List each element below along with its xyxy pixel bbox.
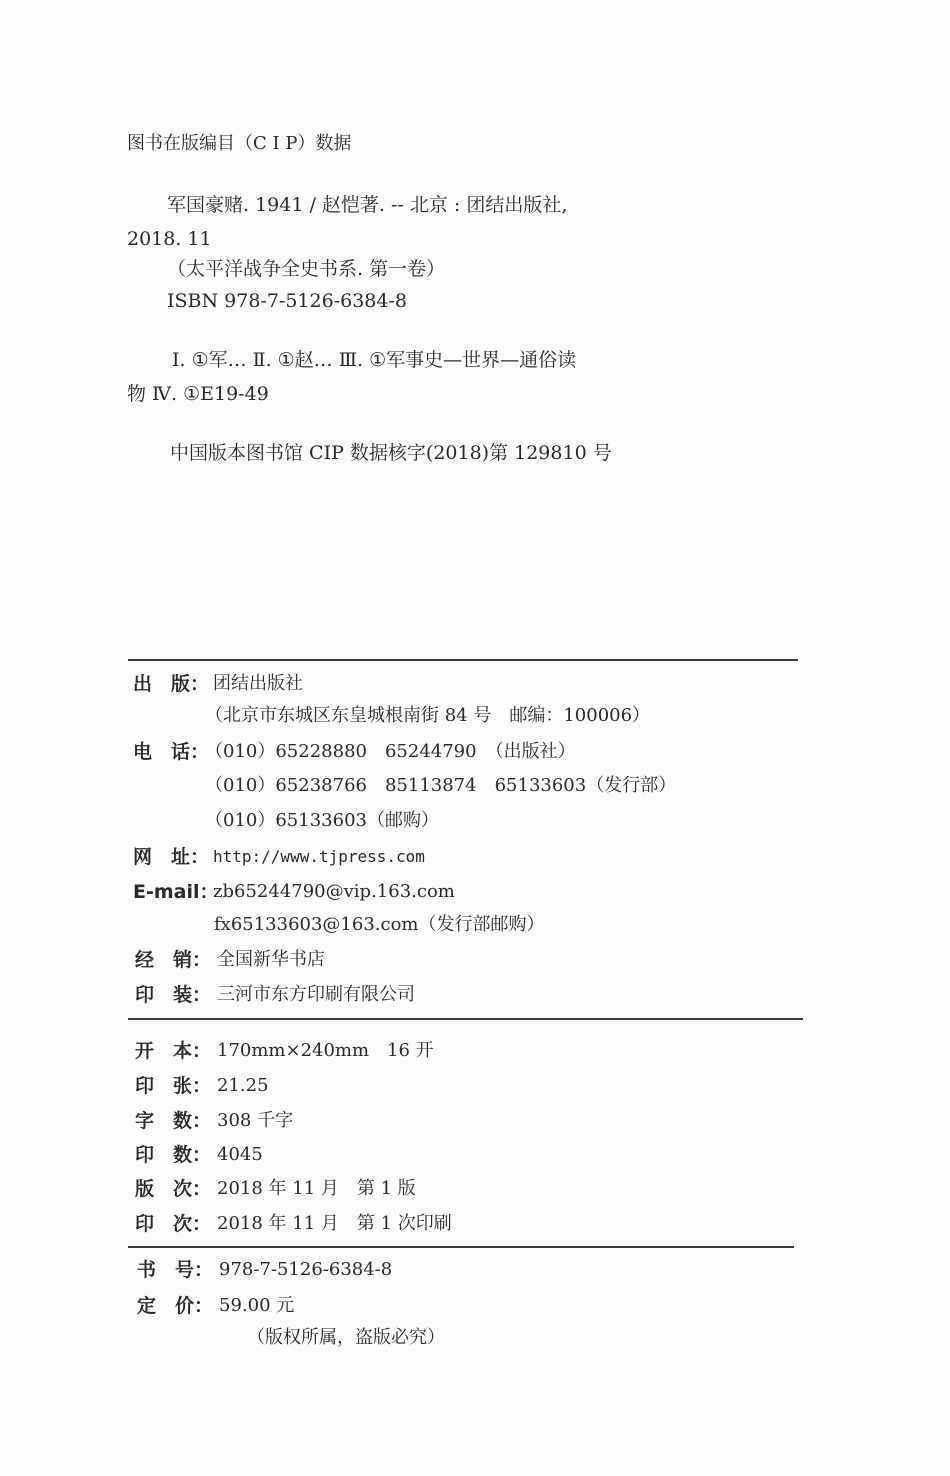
email-1-link[interactable]: zb65244790@vip.163.com (213, 881, 455, 902)
printing-label: 印 次： (135, 1213, 212, 1235)
cip-line-classification-cont: 物 Ⅳ. ①E19-49 (127, 383, 269, 405)
publisher-label: 出 版： (133, 673, 210, 695)
divider-top (128, 659, 798, 661)
publisher-name: 团结出版社 (213, 673, 303, 694)
copyright-notice: （版权所属，盗版必究） (247, 1327, 445, 1348)
phone-line-2: （010）65238766 85113874 65133603（发行部） (205, 775, 677, 796)
website-label: 网 址： (133, 846, 210, 868)
cip-line-date: 2018. 11 (127, 228, 212, 250)
divider-bottom (128, 1246, 794, 1248)
isbn-label: 书 号： (137, 1259, 214, 1281)
cip-line-record: 中国版本图书馆 CIP 数据核字(2018)第 129810 号 (170, 442, 612, 464)
format-label: 开 本： (135, 1040, 212, 1062)
divider-middle (128, 1018, 803, 1020)
isbn-value: 978-7-5126-6384-8 (219, 1259, 393, 1280)
publisher-address: （北京市东城区东皇城根南街 84 号 邮编：100006） (205, 705, 651, 726)
printer-label: 印 装： (135, 984, 212, 1006)
print-count-value: 4045 (217, 1144, 263, 1165)
printer-value: 三河市东方印刷有限公司 (217, 984, 415, 1005)
words-value: 308 千字 (217, 1110, 294, 1131)
distributor-value: 全国新华书店 (217, 949, 325, 970)
printing-value: 2018 年 11 月 第 1 次印刷 (217, 1213, 452, 1234)
cip-line-title: 军国豪赌. 1941 / 赵恺著. -- 北京 : 团结出版社, (167, 194, 568, 216)
cip-line-classification: Ⅰ. ①军… Ⅱ. ①赵… Ⅲ. ①军事史—世界—通俗读 (172, 349, 577, 371)
cip-line-series: （太平洋战争全史书系. 第一卷） (167, 258, 446, 280)
email-2-link[interactable]: fx65133603@163.com（发行部邮购） (214, 914, 545, 935)
format-kai-value: 16 开 (387, 1040, 434, 1061)
words-label: 字 数： (135, 1110, 212, 1132)
phone-line-3: （010）65133603（邮购） (205, 810, 439, 831)
sheets-value: 21.25 (217, 1075, 269, 1096)
email-label: E-mail： (133, 881, 219, 903)
cip-line-isbn: ISBN 978-7-5126-6384-8 (167, 290, 407, 312)
edition-label: 版 次： (135, 1178, 212, 1200)
edition-value: 2018 年 11 月 第 1 版 (217, 1178, 416, 1199)
print-count-label: 印 数： (135, 1144, 212, 1166)
price-label: 定 价： (137, 1295, 214, 1317)
cip-heading: 图书在版编目（C I P）数据 (127, 133, 352, 154)
price-value: 59.00 元 (219, 1295, 295, 1316)
phone-line-1: （010）65228880 65244790 （出版社） (205, 741, 576, 762)
website-link[interactable]: http://www.tjpress.com (213, 847, 425, 866)
sheets-label: 印 张： (135, 1075, 212, 1097)
distributor-label: 经 销： (135, 949, 212, 971)
format-value: 170mm×240mm (217, 1040, 370, 1061)
phone-label: 电 话： (133, 741, 210, 763)
